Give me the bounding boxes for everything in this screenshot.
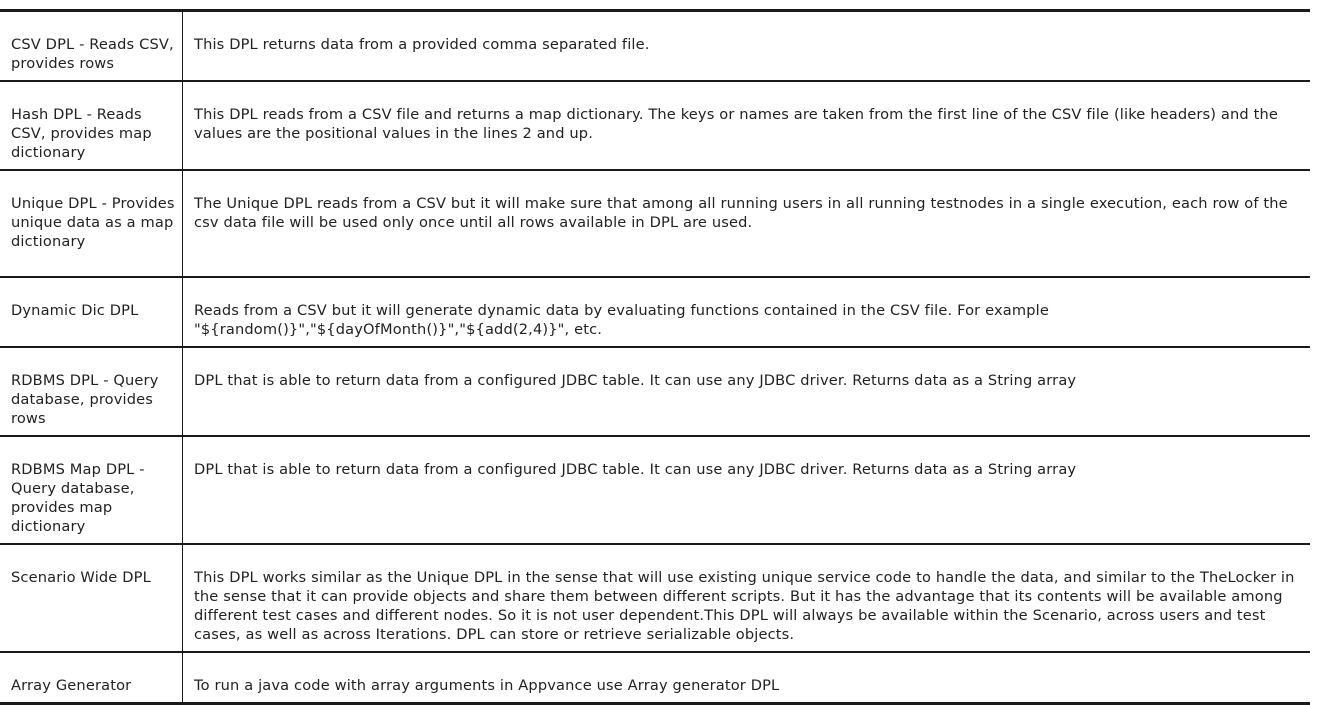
table-row [0, 544, 1310, 652]
dpl-name-cell: Hash DPL - Reads CSV, provides map dictionary [0, 81, 183, 170]
dpl-name-cell: RDBMS DPL - Query database, provides rows [0, 347, 183, 436]
dpl-description-cell: DPL that is able to return data from a configured JDBC table. It can use any JDBC driver. Returns data as a String array [194, 372, 1077, 389]
dpl-name-cell: Dynamic Dic DPL [0, 277, 183, 347]
table-row [0, 652, 1310, 704]
dpl-name-cell: CSV DPL - Reads CSV, provides rows [0, 11, 183, 82]
table-row [0, 81, 1310, 170]
dpl-table [0, 9, 1310, 705]
dpl-description-cell: This DPL returns data from a provided comma separated file. [194, 36, 650, 53]
table-row [0, 170, 1310, 277]
dpl-description-cell: To run a java code with array arguments in Appvance use Array generator DPL [194, 677, 780, 694]
dpl-description-cell: Reads from a CSV but it will generate dynamic data by evaluating functions contained in the CSV file. For example "${random()}","${dayOfMonth()}","${add(2,4)}", etc. [194, 302, 1049, 338]
dpl-name-cell: Array Generator [0, 652, 183, 704]
table-row [0, 277, 1310, 347]
table-row [0, 436, 1310, 544]
dpl-description-cell: DPL that is able to return data from a configured JDBC table. It can use any JDBC driver. Returns data as a String array [194, 461, 1077, 478]
table-row [0, 11, 1310, 82]
dpl-name-cell: Unique DPL - Provides unique data as a map dictionary [0, 170, 183, 277]
dpl-description-cell: The Unique DPL reads from a CSV but it will make sure that among all running users in all running testnodes in a single execution, each row of the csv data file will be used only once until all rows available in DPL are used. [194, 195, 1288, 231]
dpl-description-cell: This DPL works similar as the Unique DPL in the sense that will use existing unique service code to handle the data, and similar to the TheLocker in the sense that it can provide objects and share them between different scripts. But it has the advantage that its contents will be available among different test cases and different nodes. So it is not user dependent.This DPL will always be available within the Scenario, across users and test cases, as well as across Iterations. DPL can store or retrieve serializable objects. [194, 569, 1295, 643]
table-row [0, 347, 1310, 436]
dpl-name-cell: RDBMS Map DPL - Query database, provides map dictionary [0, 436, 183, 544]
dpl-description-cell: This DPL reads from a CSV file and returns a map dictionary. The keys or names are taken from the first line of the CSV file (like headers) and the values are the positional values in the lines 2 and up. [194, 106, 1278, 142]
dpl-name-cell: Scenario Wide DPL [0, 544, 183, 652]
